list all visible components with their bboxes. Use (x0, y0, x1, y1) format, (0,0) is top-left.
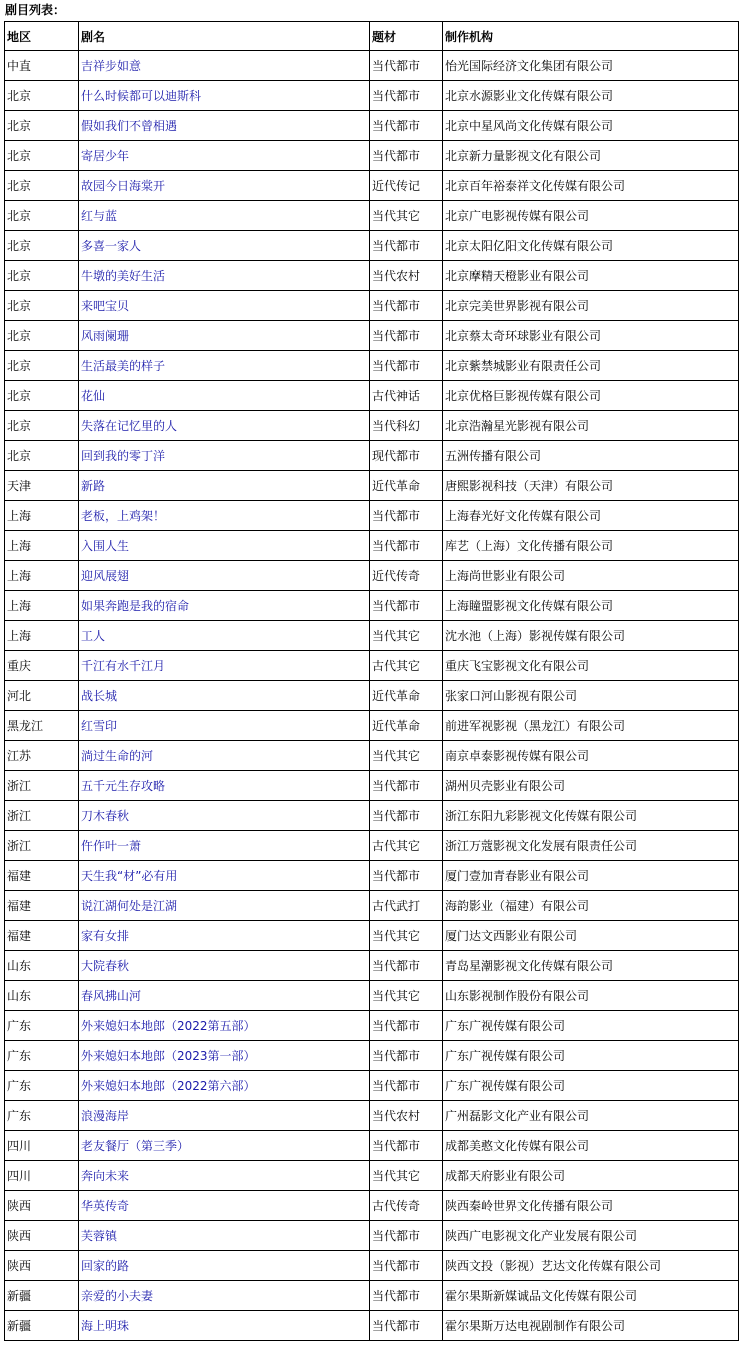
title-cell (79, 231, 370, 261)
drama-title-link[interactable]: 老友餐厅（第三季） (81, 1139, 190, 1153)
table-row (5, 51, 739, 81)
producer-cell: 陕西广电影视文化产业发展有限公司 (443, 1221, 739, 1251)
table-row (5, 171, 739, 201)
region-cell: 北京 (5, 411, 79, 441)
title-cell (79, 441, 370, 471)
drama-title-link[interactable]: 芙蓉镇 (81, 1229, 118, 1243)
table-row (5, 561, 739, 591)
drama-title-link[interactable]: 红雪印 (81, 719, 118, 733)
drama-title-link[interactable]: 老板，上鸡架！ (81, 509, 166, 523)
column-header-producer: 制作机构 (443, 22, 739, 51)
table-row (5, 1311, 739, 1341)
genre-cell: 当代其它 (370, 621, 443, 651)
producer-cell: 怡光国际经济文化集团有限公司 (443, 51, 739, 81)
title-cell (79, 51, 370, 81)
region-cell: 陕西 (5, 1221, 79, 1251)
region-cell: 浙江 (5, 771, 79, 801)
title-cell (79, 1221, 370, 1251)
title-cell (79, 561, 370, 591)
region-cell: 上海 (5, 501, 79, 531)
column-header-title: 剧名 (79, 22, 370, 51)
genre-cell: 当代都市 (370, 321, 443, 351)
drama-title-link[interactable]: 如果奔跑是我的宿命 (81, 599, 190, 613)
title-cell (79, 1251, 370, 1281)
region-cell: 北京 (5, 291, 79, 321)
drama-title-link[interactable]: 仵作叶一萧 (81, 839, 142, 853)
table-row (5, 1251, 739, 1281)
region-cell: 北京 (5, 201, 79, 231)
table-row (5, 951, 739, 981)
genre-cell: 古代其它 (370, 831, 443, 861)
producer-cell: 唐熙影视科技（天津）有限公司 (443, 471, 739, 501)
producer-cell: 北京水源影业文化传媒有限公司 (443, 81, 739, 111)
genre-cell: 当代都市 (370, 1011, 443, 1041)
genre-cell: 当代都市 (370, 861, 443, 891)
table-row (5, 261, 739, 291)
genre-cell: 当代都市 (370, 291, 443, 321)
region-cell: 北京 (5, 441, 79, 471)
table-row (5, 621, 739, 651)
genre-cell: 当代其它 (370, 741, 443, 771)
title-cell (79, 1101, 370, 1131)
genre-cell: 当代都市 (370, 951, 443, 981)
genre-cell: 当代农村 (370, 261, 443, 291)
region-cell: 北京 (5, 381, 79, 411)
producer-cell: 北京中星风尚文化传媒有限公司 (443, 111, 739, 141)
drama-title-link[interactable]: 外来媳妇本地郎（2023第一部） (81, 1049, 256, 1063)
drama-title-link[interactable]: 失落在记忆里的人 (81, 419, 178, 433)
table-row (5, 1011, 739, 1041)
producer-cell: 前进军视影视（黑龙江）有限公司 (443, 711, 739, 741)
title-cell (79, 891, 370, 921)
title-cell (79, 411, 370, 441)
producer-cell: 广州磊影文化产业有限公司 (443, 1101, 739, 1131)
drama-title-link[interactable]: 回家的路 (81, 1259, 130, 1273)
title-cell (79, 1311, 370, 1341)
genre-cell: 古代传奇 (370, 1191, 443, 1221)
producer-cell: 陕西秦岭世界文化传播有限公司 (443, 1191, 739, 1221)
drama-title-link[interactable]: 说江湖何处是江湖 (81, 899, 178, 913)
region-cell: 山东 (5, 981, 79, 1011)
table-row (5, 861, 739, 891)
genre-cell: 近代革命 (370, 681, 443, 711)
genre-cell: 当代都市 (370, 141, 443, 171)
title-cell (79, 921, 370, 951)
genre-cell: 当代都市 (370, 51, 443, 81)
producer-cell: 沈水池（上海）影视传媒有限公司 (443, 621, 739, 651)
region-cell: 北京 (5, 321, 79, 351)
drama-title-link[interactable]: 五千元生存攻略 (81, 779, 166, 793)
region-cell: 陕西 (5, 1191, 79, 1221)
drama-title-link[interactable]: 假如我们不曾相遇 (81, 119, 178, 133)
title-cell (79, 1191, 370, 1221)
title-cell (79, 801, 370, 831)
genre-cell: 近代传记 (370, 171, 443, 201)
region-cell: 北京 (5, 111, 79, 141)
title-cell (79, 981, 370, 1011)
title-cell (79, 1071, 370, 1101)
drama-title-link[interactable]: 工人 (81, 629, 106, 643)
title-cell (79, 831, 370, 861)
drama-title-link[interactable]: 千江有水千江月 (81, 659, 166, 673)
region-cell: 四川 (5, 1131, 79, 1161)
producer-cell: 张家口河山影视有限公司 (443, 681, 739, 711)
producer-cell: 南京卓泰影视传媒有限公司 (443, 741, 739, 771)
drama-title-link[interactable]: 寄居少年 (81, 149, 130, 163)
title-cell (79, 291, 370, 321)
table-row (5, 591, 739, 621)
region-cell: 北京 (5, 81, 79, 111)
genre-cell: 当代其它 (370, 981, 443, 1011)
title-cell (79, 861, 370, 891)
producer-cell: 北京完美世界影视有限公司 (443, 291, 739, 321)
region-cell: 上海 (5, 531, 79, 561)
region-cell: 北京 (5, 261, 79, 291)
producer-cell: 上海尚世影业有限公司 (443, 561, 739, 591)
table-row (5, 1161, 739, 1191)
drama-title-link[interactable]: 浪漫海岸 (81, 1109, 130, 1123)
genre-cell: 当代都市 (370, 1311, 443, 1341)
genre-cell: 当代都市 (370, 231, 443, 261)
producer-cell: 广东广视传媒有限公司 (443, 1041, 739, 1071)
table-row (5, 1281, 739, 1311)
drama-title-link[interactable]: 奔向未来 (81, 1169, 130, 1183)
table-row (5, 201, 739, 231)
region-cell: 浙江 (5, 801, 79, 831)
genre-cell: 当代其它 (370, 1161, 443, 1191)
table-body (5, 51, 739, 1341)
title-cell (79, 621, 370, 651)
region-cell: 新疆 (5, 1281, 79, 1311)
producer-cell: 北京广电影视传媒有限公司 (443, 201, 739, 231)
drama-title-link[interactable]: 亲爱的小夫妻 (81, 1289, 154, 1303)
genre-cell: 当代都市 (370, 351, 443, 381)
title-cell (79, 171, 370, 201)
drama-title-link[interactable]: 什么时候都可以迪斯科 (81, 89, 202, 103)
producer-cell: 成都美憨文化传媒有限公司 (443, 1131, 739, 1161)
genre-cell: 当代都市 (370, 1071, 443, 1101)
producer-cell: 北京百年裕泰祥文化传媒有限公司 (443, 171, 739, 201)
region-cell: 河北 (5, 681, 79, 711)
drama-title-link[interactable]: 风雨阑珊 (81, 329, 130, 343)
table-row (5, 111, 739, 141)
table-row (5, 1221, 739, 1251)
genre-cell: 当代都市 (370, 1221, 443, 1251)
table-row (5, 231, 739, 261)
title-cell (79, 681, 370, 711)
column-header-region: 地区 (5, 22, 79, 51)
title-cell (79, 1161, 370, 1191)
drama-title-link[interactable]: 多喜一家人 (81, 239, 142, 253)
region-cell: 北京 (5, 351, 79, 381)
title-cell (79, 1011, 370, 1041)
table-row (5, 291, 739, 321)
genre-cell: 近代革命 (370, 711, 443, 741)
region-cell: 北京 (5, 171, 79, 201)
producer-cell: 北京太阳亿阳文化传媒有限公司 (443, 231, 739, 261)
region-cell: 广东 (5, 1101, 79, 1131)
producer-cell: 北京蔡太奇环球影业有限公司 (443, 321, 739, 351)
producer-cell: 霍尔果斯新媒诚品文化传媒有限公司 (443, 1281, 739, 1311)
table-row (5, 831, 739, 861)
producer-cell: 北京优格巨影视传媒有限公司 (443, 381, 739, 411)
drama-title-link[interactable]: 红与蓝 (81, 209, 118, 223)
producer-cell: 广东广视传媒有限公司 (443, 1011, 739, 1041)
table-header-row (5, 22, 739, 51)
table-row (5, 411, 739, 441)
genre-cell: 当代其它 (370, 201, 443, 231)
producer-cell: 库艺（上海）文化传播有限公司 (443, 531, 739, 561)
table-row (5, 1101, 739, 1131)
region-cell: 广东 (5, 1071, 79, 1101)
drama-title-link[interactable]: 花仙 (81, 389, 106, 403)
genre-cell: 当代都市 (370, 801, 443, 831)
table-row (5, 1071, 739, 1101)
producer-cell: 上海瞳盟影视文化传媒有限公司 (443, 591, 739, 621)
table-row (5, 771, 739, 801)
table-row (5, 681, 739, 711)
producer-cell: 霍尔果斯万达电视剧制作有限公司 (443, 1311, 739, 1341)
drama-title-link[interactable]: 牛墩的美好生活 (81, 269, 166, 283)
title-cell (79, 1281, 370, 1311)
producer-cell: 五洲传播有限公司 (443, 441, 739, 471)
title-cell (79, 741, 370, 771)
region-cell: 中直 (5, 51, 79, 81)
region-cell: 四川 (5, 1161, 79, 1191)
genre-cell: 当代农村 (370, 1101, 443, 1131)
table-row (5, 141, 739, 171)
drama-title-link[interactable]: 淌过生命的河 (81, 749, 154, 763)
title-cell (79, 1041, 370, 1071)
producer-cell: 山东影视制作股份有限公司 (443, 981, 739, 1011)
drama-title-link[interactable]: 外来媳妇本地郎（2022第五部） (81, 1019, 256, 1033)
title-cell (79, 471, 370, 501)
title-cell (79, 321, 370, 351)
drama-title-link[interactable]: 故园今日海棠开 (81, 179, 166, 193)
drama-title-link[interactable]: 刀木春秋 (81, 809, 130, 823)
drama-title-link[interactable]: 大院春秋 (81, 959, 130, 973)
producer-cell: 成都天府影业有限公司 (443, 1161, 739, 1191)
title-cell (79, 111, 370, 141)
title-cell (79, 771, 370, 801)
genre-cell: 当代都市 (370, 1131, 443, 1161)
region-cell: 山东 (5, 951, 79, 981)
region-cell: 广东 (5, 1041, 79, 1071)
region-cell: 重庆 (5, 651, 79, 681)
drama-title-link[interactable]: 新路 (81, 479, 106, 493)
drama-title-link[interactable]: 海上明珠 (81, 1319, 130, 1333)
drama-title-link[interactable]: 迎风展翅 (81, 569, 130, 583)
drama-title-link[interactable]: 春风拂山河 (81, 989, 142, 1003)
drama-title-link[interactable]: 生活最美的样子 (81, 359, 166, 373)
producer-cell: 北京新力量影视文化有限公司 (443, 141, 739, 171)
genre-cell: 现代都市 (370, 441, 443, 471)
region-cell: 天津 (5, 471, 79, 501)
table-row (5, 81, 739, 111)
region-cell: 福建 (5, 921, 79, 951)
table-row (5, 1191, 739, 1221)
table-row (5, 351, 739, 381)
producer-cell: 上海春光好文化传媒有限公司 (443, 501, 739, 531)
producer-cell: 重庆飞宝影视文化有限公司 (443, 651, 739, 681)
title-cell (79, 201, 370, 231)
table-row (5, 321, 739, 351)
drama-title-link[interactable]: 回到我的零丁洋 (81, 449, 166, 463)
drama-title-link[interactable]: 华英传奇 (81, 1199, 130, 1213)
genre-cell: 当代科幻 (370, 411, 443, 441)
table-row (5, 381, 739, 411)
region-cell: 广东 (5, 1011, 79, 1041)
title-cell (79, 81, 370, 111)
region-cell: 福建 (5, 861, 79, 891)
drama-title-link[interactable]: 来吧宝贝 (81, 299, 130, 313)
producer-cell: 北京紫禁城影业有限责任公司 (443, 351, 739, 381)
title-cell (79, 1131, 370, 1161)
drama-title-link[interactable]: 家有女排 (81, 929, 130, 943)
table-row (5, 1041, 739, 1071)
region-cell: 新疆 (5, 1311, 79, 1341)
genre-cell: 当代都市 (370, 81, 443, 111)
genre-cell: 古代武打 (370, 891, 443, 921)
column-header-genre: 题材 (370, 22, 443, 51)
region-cell: 上海 (5, 621, 79, 651)
genre-cell: 当代都市 (370, 591, 443, 621)
genre-cell: 古代神话 (370, 381, 443, 411)
genre-cell: 当代都市 (370, 1251, 443, 1281)
table-row (5, 531, 739, 561)
table-row (5, 711, 739, 741)
title-cell (79, 531, 370, 561)
producer-cell: 广东广视传媒有限公司 (443, 1071, 739, 1101)
region-cell: 陕西 (5, 1251, 79, 1281)
drama-title-link[interactable]: 天生我“材”必有用 (81, 869, 178, 883)
genre-cell: 当代都市 (370, 501, 443, 531)
title-cell (79, 351, 370, 381)
drama-title-link[interactable]: 外来媳妇本地郎（2022第六部） (81, 1079, 256, 1093)
table-row (5, 741, 739, 771)
title-cell (79, 141, 370, 171)
genre-cell: 近代革命 (370, 471, 443, 501)
title-cell (79, 711, 370, 741)
genre-cell: 近代传奇 (370, 561, 443, 591)
producer-cell: 青岛星潮影视文化传媒有限公司 (443, 951, 739, 981)
table-row (5, 921, 739, 951)
drama-title-link[interactable]: 战长城 (81, 689, 118, 703)
genre-cell: 古代其它 (370, 651, 443, 681)
drama-list-table (4, 21, 739, 1341)
region-cell: 江苏 (5, 741, 79, 771)
producer-cell: 陕西文投（影视）艺达文化传媒有限公司 (443, 1251, 739, 1281)
title-cell (79, 591, 370, 621)
drama-title-link[interactable]: 吉祥步如意 (81, 59, 142, 73)
region-cell: 北京 (5, 141, 79, 171)
table-row (5, 801, 739, 831)
table-row (5, 891, 739, 921)
producer-cell: 浙江东阳九彩影视文化传媒有限公司 (443, 801, 739, 831)
drama-title-link[interactable]: 入围人生 (81, 539, 130, 553)
table-row (5, 981, 739, 1011)
genre-cell: 当代都市 (370, 1041, 443, 1071)
title-cell (79, 651, 370, 681)
title-cell (79, 381, 370, 411)
table-row (5, 651, 739, 681)
genre-cell: 当代都市 (370, 531, 443, 561)
producer-cell: 浙江万蔻影视文化发展有限责任公司 (443, 831, 739, 861)
producer-cell: 厦门达文西影业有限公司 (443, 921, 739, 951)
producer-cell: 海韵影业（福建）有限公司 (443, 891, 739, 921)
table-row (5, 441, 739, 471)
genre-cell: 当代都市 (370, 771, 443, 801)
genre-cell: 当代其它 (370, 921, 443, 951)
producer-cell: 北京浩瀚星光影视有限公司 (443, 411, 739, 441)
table-row (5, 501, 739, 531)
genre-cell: 当代都市 (370, 1281, 443, 1311)
title-cell (79, 951, 370, 981)
table-row (5, 471, 739, 501)
region-cell: 黑龙江 (5, 711, 79, 741)
region-cell: 北京 (5, 231, 79, 261)
table-row (5, 1131, 739, 1161)
producer-cell: 湖州贝壳影业有限公司 (443, 771, 739, 801)
page-title: 剧目列表： (5, 3, 66, 17)
title-cell (79, 261, 370, 291)
region-cell: 福建 (5, 891, 79, 921)
genre-cell: 当代都市 (370, 111, 443, 141)
producer-cell: 厦门壹加青春影业有限公司 (443, 861, 739, 891)
region-cell: 浙江 (5, 831, 79, 861)
title-cell (79, 501, 370, 531)
producer-cell: 北京摩精天橙影业有限公司 (443, 261, 739, 291)
region-cell: 上海 (5, 561, 79, 591)
region-cell: 上海 (5, 591, 79, 621)
